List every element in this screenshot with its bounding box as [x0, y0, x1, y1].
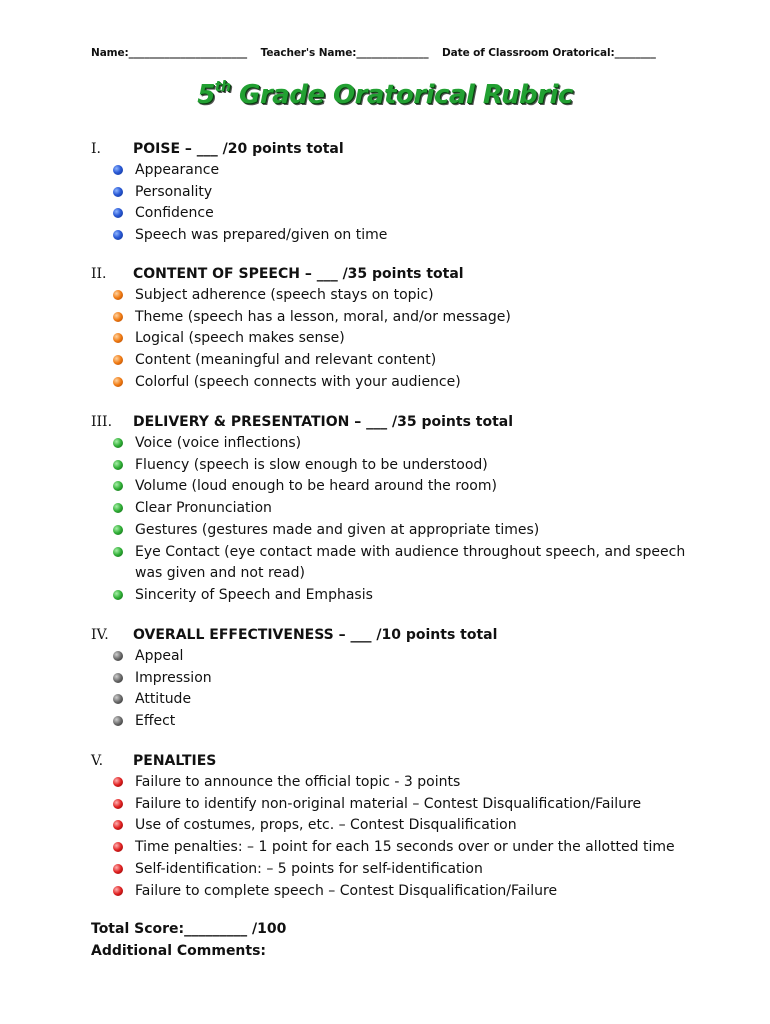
list-item-text: Eye Contact (eye contact made with audience throughout speech, and speech was given and not read) — [135, 543, 686, 582]
list-item-text: Self-identification: – 5 points for self-identification — [135, 860, 483, 877]
list-item-text: Appearance — [135, 162, 220, 178]
blue-bullet-icon — [113, 165, 123, 175]
list-item — [91, 585, 691, 607]
section-numeral: II. — [91, 266, 107, 282]
green-bullet-icon — [113, 525, 123, 535]
gray-bullet-icon — [113, 673, 123, 683]
blue-bullet-icon — [113, 187, 123, 197]
list-item — [91, 225, 691, 247]
section-penalties — [91, 750, 691, 902]
section-delivery-presentation — [91, 411, 691, 607]
list-item-text: Effect — [135, 713, 176, 730]
list-item — [91, 859, 691, 881]
page-title — [0, 80, 770, 110]
list-item-text: Personality — [135, 183, 213, 200]
list-item-text: Content (meaningful and relevant content) — [135, 352, 437, 369]
section-title: CONTENT OF SPEECH – ___ /35 points total — [133, 266, 464, 282]
orange-bullet-icon — [113, 377, 123, 387]
list-item — [91, 794, 691, 816]
list-item-text: Confidence — [135, 205, 214, 222]
red-bullet-icon — [113, 842, 123, 852]
list-item-text: Failure to complete speech – Contest Disqualification/Failure — [135, 882, 558, 899]
list-item — [91, 203, 691, 225]
list-item-text: Failure to announce the official topic - 3 points — [135, 774, 461, 790]
list-item-text: Impression — [135, 669, 212, 686]
green-bullet-icon — [113, 460, 123, 470]
section-title: POISE – ___ /20 points total — [133, 141, 344, 157]
list-item — [91, 711, 691, 733]
list-item-text: Subject adherence (speech stays on topic) — [135, 287, 434, 303]
list-item-text: Time penalties: – 1 point for each 15 seconds over or under the allotted time — [135, 839, 675, 856]
additional-comments-label: Additional Comments: — [91, 943, 267, 959]
total-score-field[interactable]: Total Score:_________ /100 — [91, 921, 287, 937]
gray-bullet-icon — [113, 694, 123, 704]
title-text: Grade Oratorical Rubric — [230, 80, 573, 110]
green-bullet-icon — [113, 547, 123, 557]
list-item-text: Volume (loud enough to be heard around the room) — [135, 478, 497, 495]
list-item-text: Fluency (speech is slow enough to be understood) — [135, 456, 488, 473]
list-item-text: Attitude — [135, 691, 192, 708]
section-title: PENALTIES — [133, 753, 217, 769]
list-item — [91, 182, 691, 204]
list-item — [91, 350, 691, 372]
list-item — [91, 160, 691, 182]
orange-bullet-icon — [113, 312, 123, 322]
list-item-text: Voice (voice inflections) — [135, 435, 302, 451]
list-item — [91, 881, 691, 903]
section-numeral: IV. — [91, 627, 109, 643]
list-item — [91, 542, 691, 585]
section-poise — [91, 138, 691, 247]
red-bullet-icon — [113, 777, 123, 787]
gray-bullet-icon — [113, 716, 123, 726]
red-bullet-icon — [113, 820, 123, 830]
header-fields — [91, 47, 666, 59]
teacher-name-field-label[interactable]: Teacher's Name:______________ — [260, 47, 429, 59]
list-item-text: Sincerity of Speech and Emphasis — [135, 586, 373, 603]
list-item — [91, 498, 691, 520]
list-item — [91, 668, 691, 690]
orange-bullet-icon — [113, 355, 123, 365]
section-heading — [91, 263, 691, 285]
green-bullet-icon — [113, 481, 123, 491]
green-bullet-icon — [113, 590, 123, 600]
section-heading — [91, 138, 691, 160]
red-bullet-icon — [113, 886, 123, 896]
section-title: DELIVERY & PRESENTATION – ___ /35 points total — [133, 414, 514, 430]
title-number: 5 — [197, 80, 215, 110]
list-item — [91, 837, 691, 859]
list-item — [91, 372, 691, 394]
list-item — [91, 815, 691, 837]
blue-bullet-icon — [113, 230, 123, 240]
list-item — [91, 455, 691, 477]
section-heading — [91, 750, 691, 772]
date-field-label[interactable]: Date of Classroom Oratorical:________ — [442, 47, 656, 59]
list-item — [91, 476, 691, 498]
section-heading — [91, 411, 691, 433]
name-field-label[interactable]: Name:_______________________ — [91, 47, 248, 59]
section-numeral: III. — [91, 414, 113, 430]
list-item-text: Use of costumes, props, etc. – Contest Disqualification — [135, 817, 517, 834]
section-numeral: V. — [91, 753, 104, 769]
section-heading — [91, 624, 691, 646]
section-numeral: I. — [91, 141, 101, 157]
list-item-text: Logical (speech makes sense) — [135, 330, 345, 347]
title-suffix: th — [214, 79, 231, 96]
section-title: OVERALL EFFECTIVENESS – ___ /10 points total — [133, 627, 498, 643]
list-item — [91, 646, 691, 668]
orange-bullet-icon — [113, 333, 123, 343]
list-item — [91, 689, 691, 711]
list-item — [91, 285, 691, 307]
list-item — [91, 328, 691, 350]
list-item-text: Failure to identify non-original material – Contest Disqualification/Failure — [135, 795, 642, 812]
list-item — [91, 520, 691, 542]
gray-bullet-icon — [113, 651, 123, 661]
section-overall-effectiveness — [91, 624, 691, 733]
list-item-text: Speech was prepared/given on time — [135, 227, 388, 244]
list-item-text: Gestures (gestures made and given at appropriate times) — [135, 521, 540, 538]
red-bullet-icon — [113, 864, 123, 874]
list-item-text: Theme (speech has a lesson, moral, and/or message) — [135, 308, 511, 325]
list-item — [91, 433, 691, 455]
list-item — [91, 772, 691, 794]
list-item-text: Clear Pronunciation — [135, 500, 272, 517]
list-item — [91, 307, 691, 329]
orange-bullet-icon — [113, 290, 123, 300]
list-item-text: Appeal — [135, 648, 184, 664]
list-item-text: Colorful (speech connects with your audience) — [135, 373, 461, 390]
red-bullet-icon — [113, 799, 123, 809]
section-content-of-speech — [91, 263, 691, 394]
green-bullet-icon — [113, 503, 123, 513]
blue-bullet-icon — [113, 208, 123, 218]
green-bullet-icon — [113, 438, 123, 448]
